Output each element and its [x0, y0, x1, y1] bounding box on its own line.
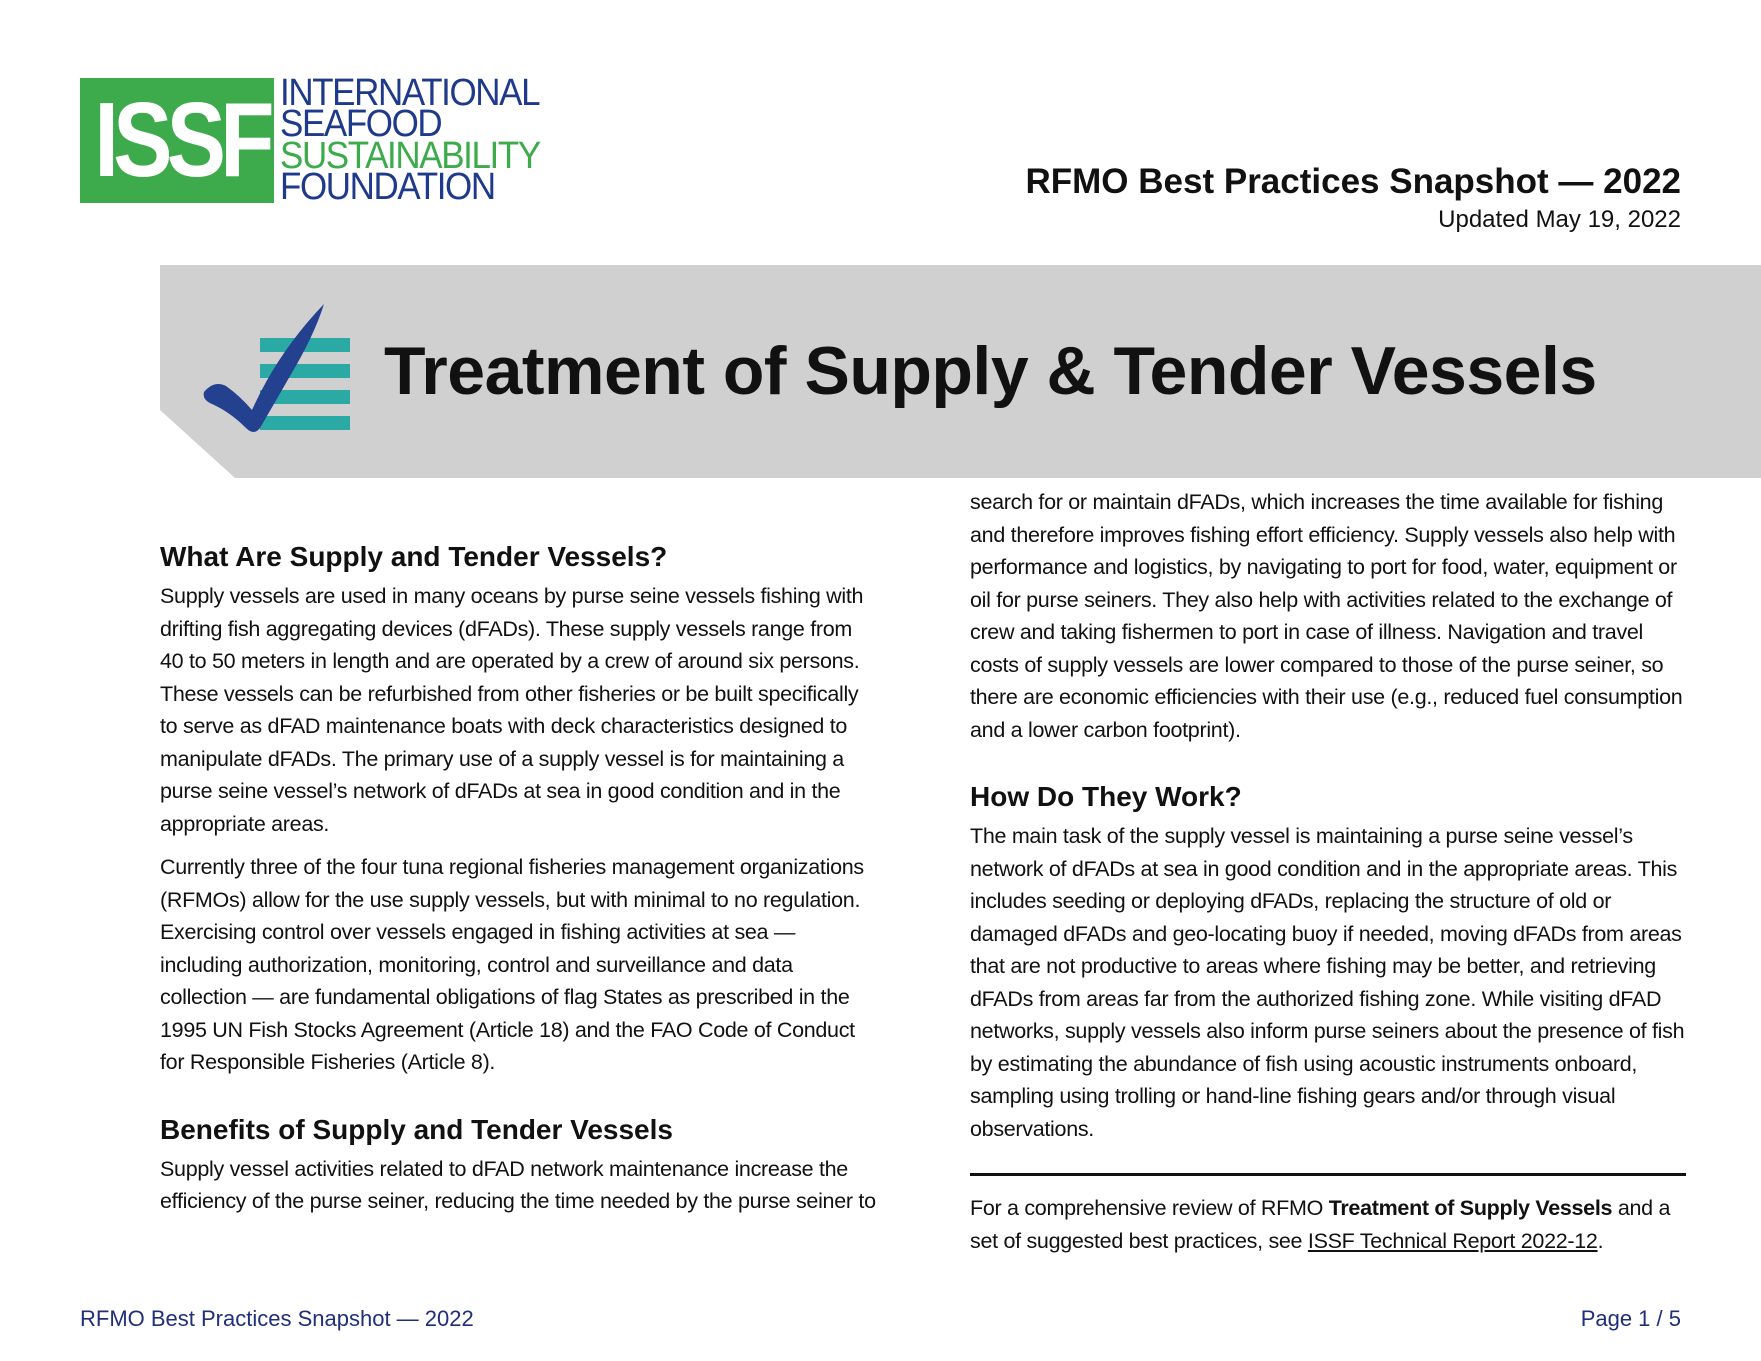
technical-report-note [970, 1192, 1690, 1257]
paragraph-how-1: The main task of the supply vessel is maintaining a purse seine vessel’s network of dFADs at sea in good condition and in the appropriate areas. This includes seeding or deploying dFADs, replacing the structure of old or damaged dFADs and geo-locating buoy if needed, moving dFADs from areas that are not productive to areas where fishing may be better, and retrieving dFADs from areas far from the authorized fishing zone. While visiting dFAD networks, supply vessels also inform purse seiners about the presence of fish by estimating the abundance of fish using acoustic instruments onboard, sampling using trolling or hand-line fishing gears and/or through visual observations. [970, 824, 1685, 1141]
right-column [970, 486, 1690, 1257]
technical-report-link[interactable]: ISSF Technical Report 2022-12 [1307, 1228, 1598, 1253]
footer-series-title: RFMO Best Practices Snapshot — 2022 [80, 1306, 474, 1331]
heading-what-are: What Are Supply and Tender Vessels? [160, 541, 668, 572]
logo-line-sustainability: SUSTAINABILITY [280, 134, 540, 177]
logo-line-seafood: SEAFOOD [280, 103, 442, 146]
note-suffix: . [1597, 1228, 1604, 1253]
document-series-title: RFMO Best Practices Snapshot — 2022 [1025, 162, 1681, 201]
page-title: Treatment of Supply & Tender Vessels [384, 333, 1597, 409]
left-column [160, 540, 880, 1218]
logo-acronym-box [80, 78, 274, 203]
paragraph-benefits-start: Supply vessel activities related to dFAD network maintenance increase the efficiency of the purse seiner, reducing the time needed by the purse seiner to [160, 1156, 876, 1213]
logo-line-international: INTERNATIONAL [280, 72, 540, 114]
note-bold-topic: Treatment of Supply Vessels [1328, 1196, 1613, 1220]
logo-line-foundation: FOUNDATION [280, 165, 495, 208]
section-divider [970, 1173, 1686, 1176]
paragraph-what-1: Supply vessels are used in many oceans by purse seine vessels fishing with drifting fish aggregating devices (dFADs). These supply vessels range from 40 to 50 meters in length and are operated by a crew of around six persons. These vessels can be refurbished from other fisheries or be built specifically to serve as dFAD maintenance boats with deck characteristics designed to manipulate dFADs. The primary use of a supply vessel is for maintaining a purse seine vessel’s network of dFADs at sea in good condition and in the appropriate areas. [160, 584, 864, 836]
note-middle: and a set of suggested best practices, see [970, 1196, 1671, 1253]
updated-date: Updated May 19, 2022 [1438, 206, 1681, 233]
logo-acronym: ISSF [94, 81, 269, 199]
issf-logo [80, 72, 562, 208]
heading-how-they-work: How Do They Work? [970, 781, 1242, 812]
paragraph-what-2: Currently three of the four tuna regional fisheries management organizations (RFMOs) allow for the use supply vessels, but with minimal to no regulation. Exercising control over vessels engaged in fishing activities at sea — including authorization, monitoring, control and surveillance and data collection — are fundamental obligations of flag States as prescribed in the 1995 UN Fish Stocks Agreement (Article 18) and the FAO Code of Conduct for Responsible Fisheries (Article 8). [160, 855, 864, 1074]
heading-benefits: Benefits of Supply and Tender Vessels [160, 1113, 673, 1145]
page-number: Page 1 / 5 [1580, 1306, 1681, 1331]
paragraph-benefits-continued: search for or maintain dFADs, which increases the time available for fishing and therefore improves fishing effort efficiency. Supply vessels also help with performance and logistics, by navigating to port for food, water, equipment or oil for purse seiners. They also help with activities related to the exchange of crew and taking fishermen to port in case of illness. Navigation and travel costs of supply vessels are lower compared to those of the purse seiner, so there are economic efficiencies with their use (e.g., reduced fuel consumption and a lower carbon footprint). [970, 490, 1683, 742]
checklist-icon [200, 300, 360, 440]
logo-wordmark [280, 72, 562, 208]
note-prefix: For a comprehensive review of RFMO [970, 1196, 1329, 1220]
